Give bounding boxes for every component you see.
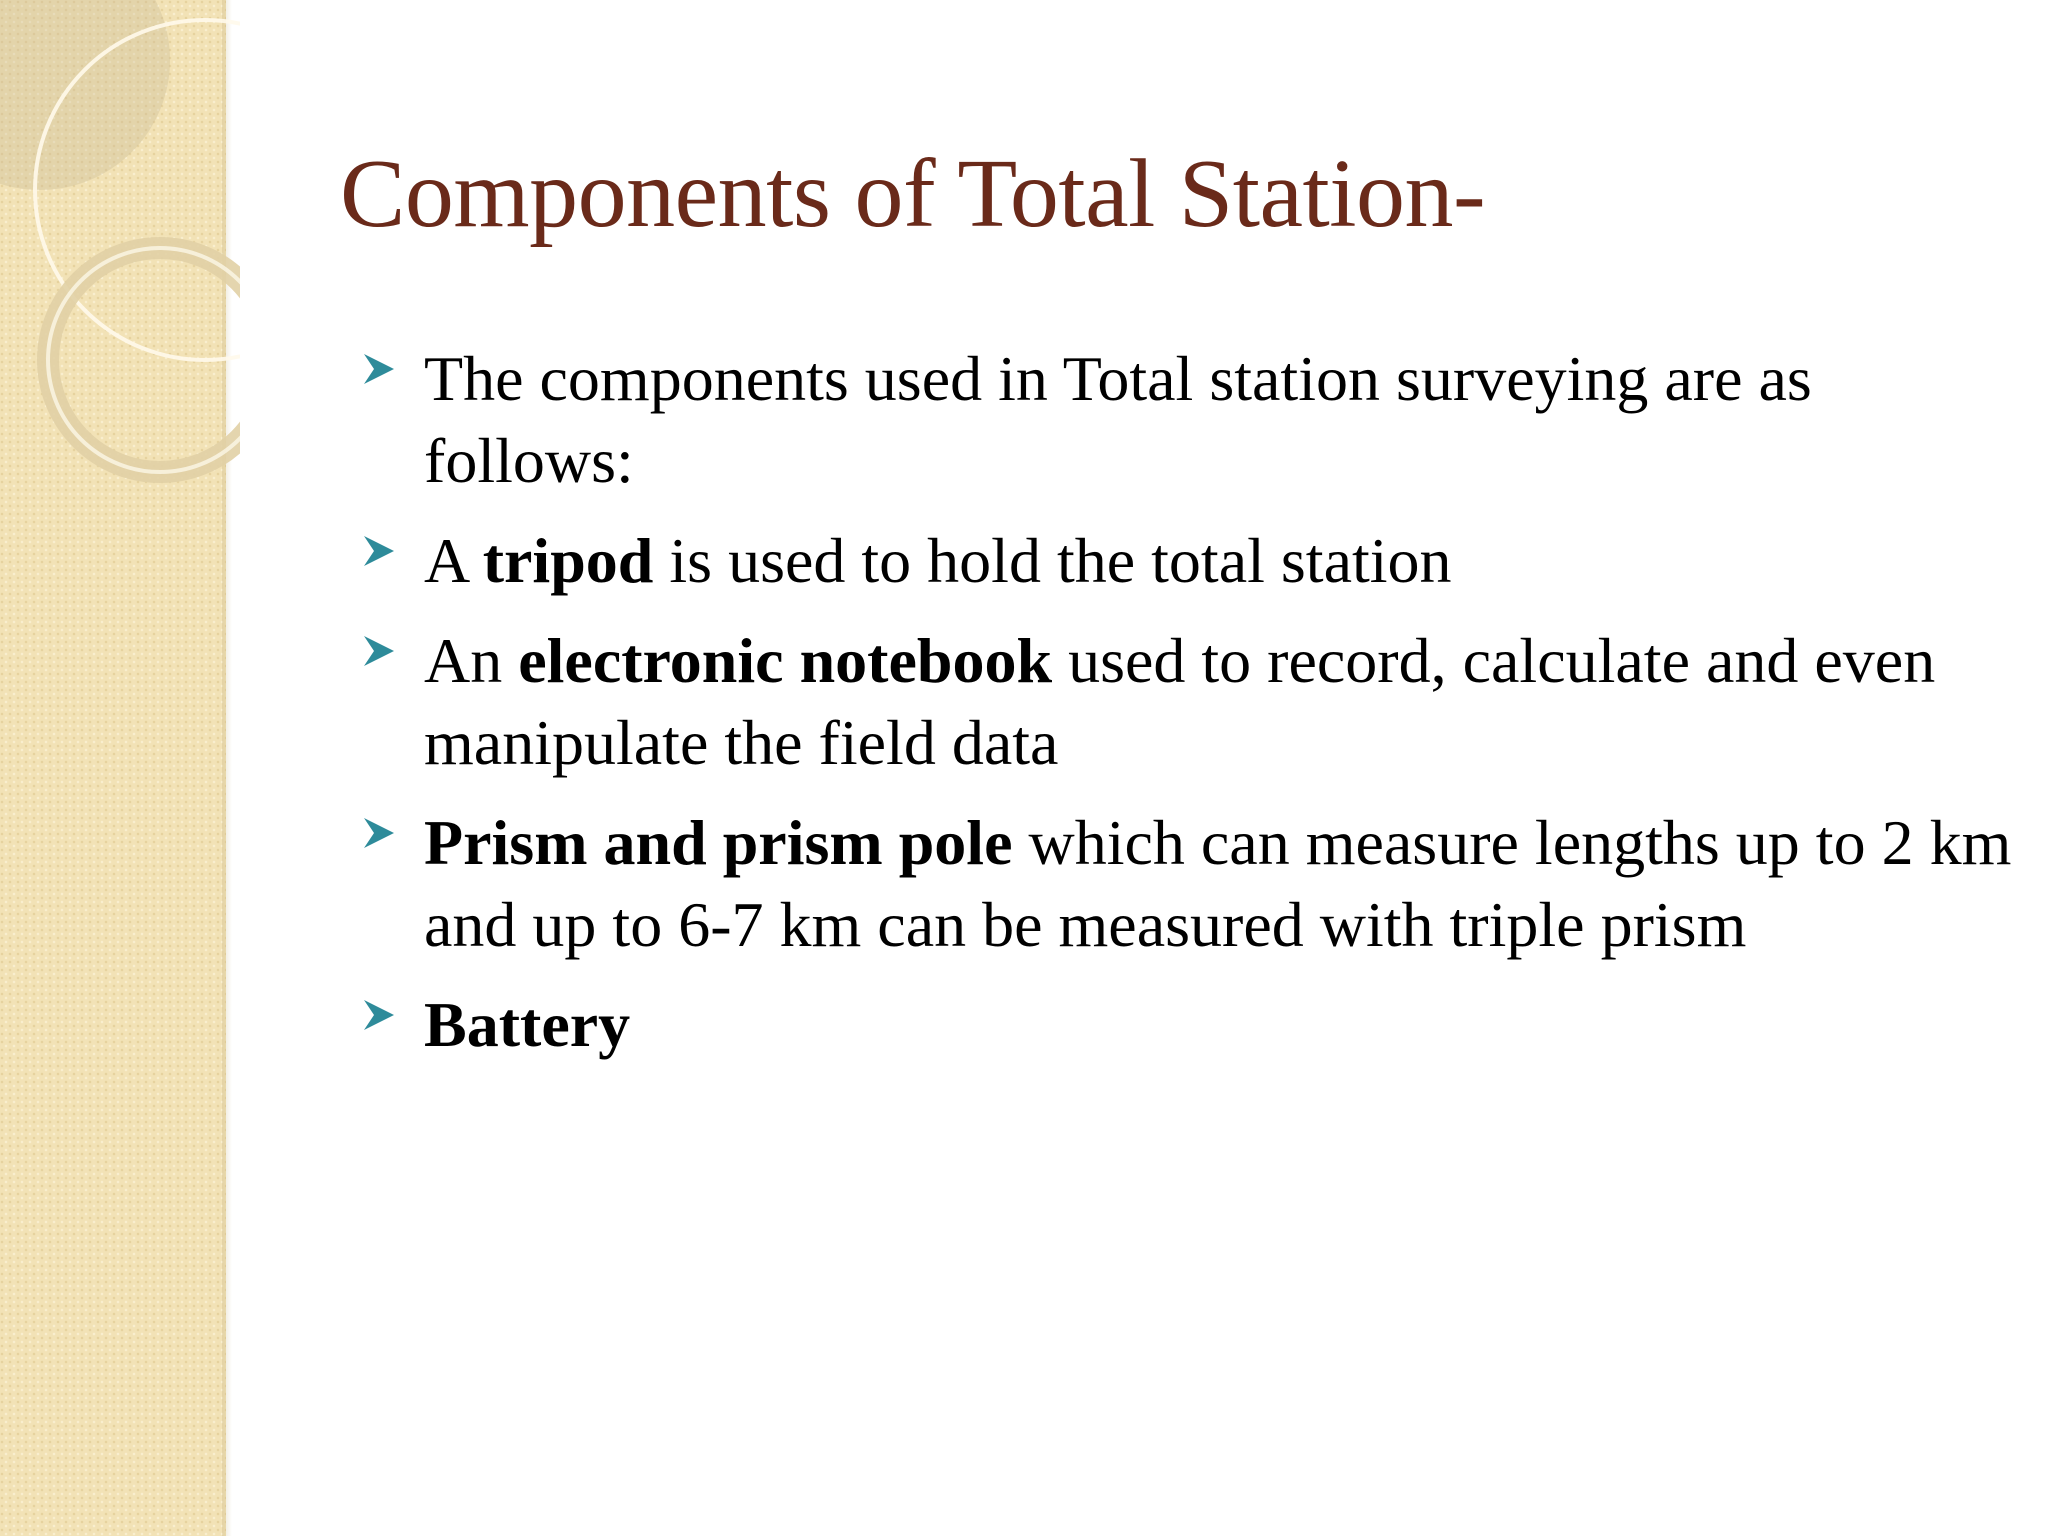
bullet-text [424, 807, 2011, 960]
bullet-text-segment: is used to hold the total station [653, 525, 1452, 596]
list-item [356, 984, 2016, 1066]
bullet-list [356, 338, 2016, 1084]
list-item [356, 338, 2016, 502]
bullet-text-segment: used to record, calculate and even manipulate the field data [424, 625, 1936, 778]
arrowhead-bullet-icon [362, 352, 396, 386]
arrowhead-bullet-icon [362, 816, 396, 850]
list-item [356, 620, 2016, 784]
bullet-text [424, 343, 1812, 496]
arrowhead-bullet-icon [362, 534, 396, 568]
bullet-bold-term: Battery [424, 989, 631, 1060]
arrowhead-bullet-icon [362, 634, 396, 668]
bullet-text [424, 525, 1452, 596]
bullet-bold-term: Prism and prism pole [424, 807, 1013, 878]
bullet-text-segment: An [424, 625, 519, 696]
bullet-bold-term: electronic notebook [518, 625, 1053, 696]
decorative-rings-icon [0, 0, 240, 520]
bullet-text [424, 989, 630, 1060]
bullet-bold-term: tripod [482, 525, 654, 596]
slide-title: Components of Total Station- [340, 140, 1486, 248]
bullet-text-segment: A [424, 525, 483, 596]
bullet-text-segment: The components used in Total station surveying are as follows: [424, 343, 1812, 496]
bullet-text [424, 625, 1935, 778]
arrowhead-bullet-icon [362, 998, 396, 1032]
list-item [356, 802, 2016, 966]
list-item [356, 520, 2016, 602]
bullet-text-segment: which can measure lengths up to 2 km and up to 6-7 km can be measured with triple prism [424, 807, 2012, 960]
